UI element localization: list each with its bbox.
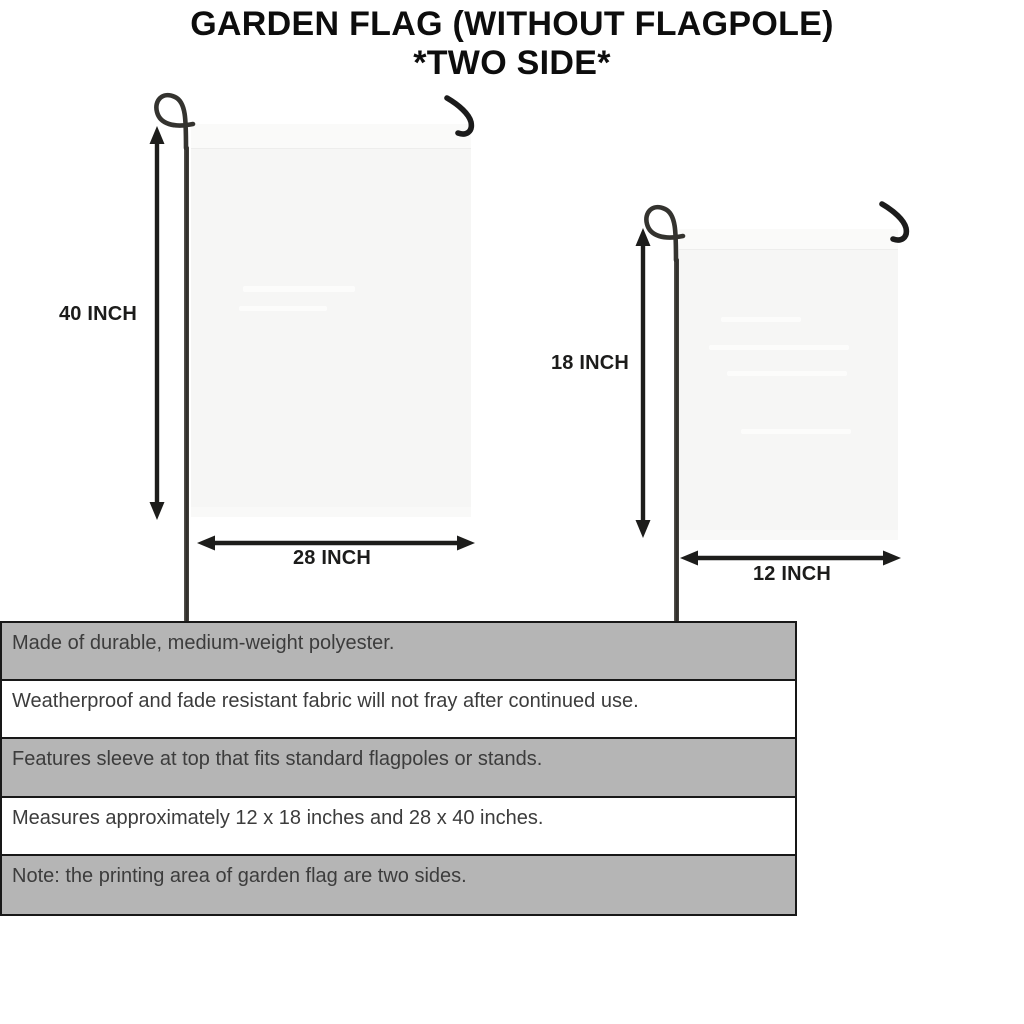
ghost-mark: [721, 317, 801, 322]
title-block: [0, 4, 1024, 82]
small-flag-sleeve: [679, 229, 898, 250]
small-height-arrow-icon: [632, 228, 654, 538]
feature-text: Made of durable, medium-weight polyester.: [12, 632, 395, 654]
ghost-mark: [243, 286, 355, 292]
large-flag-hook-icon: [441, 94, 483, 140]
ghost-mark: [727, 371, 847, 376]
small-flag-hem: [679, 530, 898, 540]
page-subtitle: *TWO SIDE*: [413, 44, 611, 82]
feature-text: Note: the printing area of garden flag are two sides.: [12, 865, 467, 887]
feature-text: Measures approximately 12 x 18 inches and 28 x 40 inches.: [12, 807, 544, 829]
page-title: GARDEN FLAG (WITHOUT FLAGPOLE): [190, 5, 834, 43]
feature-text: Features sleeve at top that fits standard flagpoles or stands.: [12, 748, 543, 770]
large-flagpole: [184, 146, 189, 622]
feature-row-sleeve: [2, 739, 795, 798]
small-flag: [679, 229, 898, 540]
feature-text: Weatherproof and fade resistant fabric will not fray after continued use.: [12, 690, 639, 712]
small-height-label: 18 INCH: [550, 352, 630, 374]
ghost-mark: [741, 429, 851, 434]
feature-table: [0, 621, 797, 916]
large-height-label: 40 INCH: [58, 303, 138, 325]
large-flag-sleeve: [191, 124, 471, 149]
ghost-mark: [239, 306, 327, 311]
large-flag: [191, 124, 471, 517]
ghost-mark: [709, 345, 849, 350]
large-width-label: 28 INCH: [292, 547, 372, 569]
feature-row-measures: [2, 798, 795, 856]
large-flag-hem: [191, 507, 471, 517]
feature-row-material: [2, 623, 795, 681]
feature-row-note: [2, 856, 795, 914]
small-width-label: 12 INCH: [752, 563, 832, 585]
small-flagpole: [674, 258, 679, 622]
small-flag-hook-icon: [876, 200, 918, 246]
feature-row-weatherproof: [2, 681, 795, 739]
